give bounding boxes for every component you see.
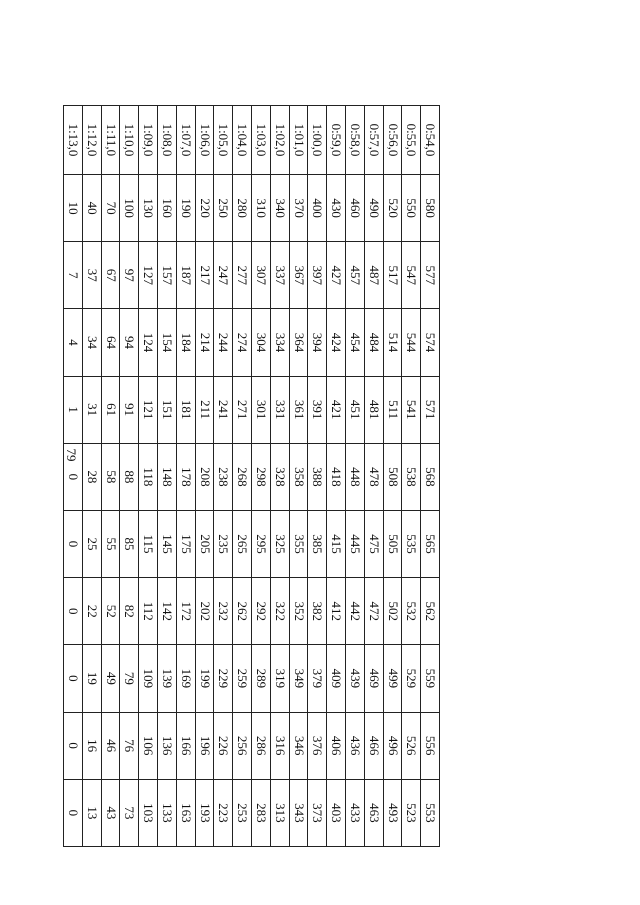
points-cell: 529 [402, 645, 421, 712]
points-cell: 331 [270, 376, 289, 443]
points-cell: 4 [64, 309, 83, 376]
points-cell: 517 [383, 242, 402, 309]
points-cell: 568 [421, 443, 440, 510]
points-cell: 250 [214, 175, 233, 242]
points-cell: 379 [308, 645, 327, 712]
time-cell: 1:09,0 [139, 106, 158, 175]
time-cell: 1:11,0 [101, 106, 120, 175]
time-cell: 1:10,0 [120, 106, 139, 175]
points-cell: 0 [64, 443, 83, 510]
points-cell: 10 [64, 175, 83, 242]
points-cell: 94 [120, 309, 139, 376]
points-cell: 499 [383, 645, 402, 712]
points-cell: 13 [82, 779, 101, 846]
points-cell: 430 [327, 175, 346, 242]
points-cell: 127 [139, 242, 158, 309]
points-cell: 286 [252, 712, 271, 779]
points-cell: 415 [327, 510, 346, 577]
points-cell: 43 [101, 779, 120, 846]
points-cell: 571 [421, 376, 440, 443]
table-row [64, 106, 83, 847]
points-cell: 358 [289, 443, 308, 510]
time-cell: 1:05,0 [214, 106, 233, 175]
points-cell: 181 [176, 376, 195, 443]
time-cell: 1:03,0 [252, 106, 271, 175]
points-cell: 313 [270, 779, 289, 846]
points-cell: 364 [289, 309, 308, 376]
score-table [63, 105, 440, 847]
points-cell: 253 [233, 779, 252, 846]
points-cell: 310 [252, 175, 271, 242]
points-cell: 271 [233, 376, 252, 443]
time-cell: 0:59,0 [327, 106, 346, 175]
points-cell: 34 [82, 309, 101, 376]
points-cell: 442 [346, 578, 365, 645]
points-cell: 445 [346, 510, 365, 577]
points-cell: 343 [289, 779, 308, 846]
points-cell: 346 [289, 712, 308, 779]
points-cell: 454 [346, 309, 365, 376]
points-cell: 538 [402, 443, 421, 510]
time-cell: 1:01,0 [289, 106, 308, 175]
points-cell: 103 [139, 779, 158, 846]
points-cell: 202 [195, 578, 214, 645]
points-cell: 448 [346, 443, 365, 510]
points-cell: 307 [252, 242, 271, 309]
points-cell: 409 [327, 645, 346, 712]
points-cell: 460 [346, 175, 365, 242]
points-cell: 217 [195, 242, 214, 309]
points-cell: 340 [270, 175, 289, 242]
points-cell: 169 [176, 645, 195, 712]
points-cell: 58 [101, 443, 120, 510]
points-cell: 244 [214, 309, 233, 376]
points-cell: 532 [402, 578, 421, 645]
time-cell: 1:02,0 [270, 106, 289, 175]
points-cell: 28 [82, 443, 101, 510]
time-cell: 1:08,0 [158, 106, 177, 175]
points-cell: 577 [421, 242, 440, 309]
table-row [195, 106, 214, 847]
points-cell: 547 [402, 242, 421, 309]
table-row [233, 106, 252, 847]
points-cell: 277 [233, 242, 252, 309]
table-row [346, 106, 365, 847]
points-cell: 406 [327, 712, 346, 779]
table-row [139, 106, 158, 847]
points-cell: 157 [158, 242, 177, 309]
points-cell: 328 [270, 443, 289, 510]
table-row [364, 106, 383, 847]
time-cell: 0:56,0 [383, 106, 402, 175]
points-cell: 241 [214, 376, 233, 443]
time-cell: 1:12,0 [82, 106, 101, 175]
points-cell: 289 [252, 645, 271, 712]
points-cell: 91 [120, 376, 139, 443]
points-cell: 304 [252, 309, 271, 376]
score-table-body [64, 106, 440, 847]
points-cell: 256 [233, 712, 252, 779]
points-cell: 349 [289, 645, 308, 712]
points-cell: 472 [364, 578, 383, 645]
points-cell: 322 [270, 578, 289, 645]
points-cell: 361 [289, 376, 308, 443]
points-cell: 259 [233, 645, 252, 712]
points-cell: 97 [120, 242, 139, 309]
points-cell: 199 [195, 645, 214, 712]
points-cell: 7 [64, 242, 83, 309]
points-cell: 55 [101, 510, 120, 577]
points-cell: 451 [346, 376, 365, 443]
points-cell: 142 [158, 578, 177, 645]
points-cell: 115 [139, 510, 158, 577]
time-cell: 0:58,0 [346, 106, 365, 175]
points-cell: 400 [308, 175, 327, 242]
points-cell: 550 [402, 175, 421, 242]
points-cell: 385 [308, 510, 327, 577]
points-cell: 325 [270, 510, 289, 577]
table-row [327, 106, 346, 847]
table-row [120, 106, 139, 847]
points-cell: 355 [289, 510, 308, 577]
points-cell: 196 [195, 712, 214, 779]
points-cell: 337 [270, 242, 289, 309]
points-cell: 370 [289, 175, 308, 242]
points-cell: 523 [402, 779, 421, 846]
points-cell: 205 [195, 510, 214, 577]
points-cell: 100 [120, 175, 139, 242]
points-cell: 520 [383, 175, 402, 242]
points-cell: 397 [308, 242, 327, 309]
points-cell: 475 [364, 510, 383, 577]
points-cell: 73 [120, 779, 139, 846]
points-cell: 22 [82, 578, 101, 645]
points-cell: 232 [214, 578, 233, 645]
points-cell: 193 [195, 779, 214, 846]
points-cell: 394 [308, 309, 327, 376]
table-row [158, 106, 177, 847]
points-cell: 0 [64, 510, 83, 577]
time-cell: 1:13,0 [64, 106, 83, 175]
points-cell: 235 [214, 510, 233, 577]
points-cell: 373 [308, 779, 327, 846]
points-cell: 40 [82, 175, 101, 242]
points-cell: 457 [346, 242, 365, 309]
points-cell: 514 [383, 309, 402, 376]
table-row [402, 106, 421, 847]
points-cell: 175 [176, 510, 195, 577]
points-cell: 424 [327, 309, 346, 376]
points-cell: 580 [421, 175, 440, 242]
points-cell: 535 [402, 510, 421, 577]
points-cell: 316 [270, 712, 289, 779]
points-cell: 82 [120, 578, 139, 645]
points-cell: 184 [176, 309, 195, 376]
points-cell: 421 [327, 376, 346, 443]
points-cell: 0 [64, 779, 83, 846]
points-cell: 481 [364, 376, 383, 443]
points-cell: 280 [233, 175, 252, 242]
points-cell: 88 [120, 443, 139, 510]
points-cell: 388 [308, 443, 327, 510]
points-cell: 484 [364, 309, 383, 376]
points-cell: 574 [421, 309, 440, 376]
points-cell: 133 [158, 779, 177, 846]
points-cell: 559 [421, 645, 440, 712]
points-cell: 220 [195, 175, 214, 242]
points-cell: 61 [101, 376, 120, 443]
points-cell: 526 [402, 712, 421, 779]
points-cell: 298 [252, 443, 271, 510]
points-cell: 37 [82, 242, 101, 309]
points-cell: 427 [327, 242, 346, 309]
points-cell: 208 [195, 443, 214, 510]
points-cell: 478 [364, 443, 383, 510]
points-cell: 25 [82, 510, 101, 577]
points-cell: 160 [158, 175, 177, 242]
time-cell: 0:54,0 [421, 106, 440, 175]
points-cell: 487 [364, 242, 383, 309]
points-cell: 226 [214, 712, 233, 779]
time-cell: 1:04,0 [233, 106, 252, 175]
points-cell: 274 [233, 309, 252, 376]
points-cell: 382 [308, 578, 327, 645]
points-cell: 124 [139, 309, 158, 376]
points-cell: 130 [139, 175, 158, 242]
points-cell: 64 [101, 309, 120, 376]
points-cell: 139 [158, 645, 177, 712]
time-cell: 1:06,0 [195, 106, 214, 175]
points-cell: 565 [421, 510, 440, 577]
points-cell: 496 [383, 712, 402, 779]
points-cell: 469 [364, 645, 383, 712]
points-cell: 301 [252, 376, 271, 443]
points-cell: 247 [214, 242, 233, 309]
points-cell: 145 [158, 510, 177, 577]
points-cell: 376 [308, 712, 327, 779]
points-cell: 31 [82, 376, 101, 443]
table-row [308, 106, 327, 847]
time-cell: 0:57,0 [364, 106, 383, 175]
points-cell: 136 [158, 712, 177, 779]
points-cell: 1 [64, 376, 83, 443]
points-cell: 163 [176, 779, 195, 846]
points-cell: 76 [120, 712, 139, 779]
table-row [82, 106, 101, 847]
points-cell: 109 [139, 645, 158, 712]
points-cell: 214 [195, 309, 214, 376]
points-cell: 187 [176, 242, 195, 309]
points-cell: 352 [289, 578, 308, 645]
points-cell: 166 [176, 712, 195, 779]
points-cell: 118 [139, 443, 158, 510]
points-cell: 265 [233, 510, 252, 577]
points-cell: 79 [120, 645, 139, 712]
points-cell: 295 [252, 510, 271, 577]
page-number: 79 [64, 448, 79, 462]
points-cell: 418 [327, 443, 346, 510]
points-cell: 85 [120, 510, 139, 577]
points-cell: 334 [270, 309, 289, 376]
table-row [214, 106, 233, 847]
points-cell: 16 [82, 712, 101, 779]
table-row [289, 106, 308, 847]
points-cell: 52 [101, 578, 120, 645]
points-cell: 262 [233, 578, 252, 645]
points-cell: 211 [195, 376, 214, 443]
points-cell: 292 [252, 578, 271, 645]
points-cell: 229 [214, 645, 233, 712]
points-cell: 268 [233, 443, 252, 510]
points-cell: 46 [101, 712, 120, 779]
points-cell: 505 [383, 510, 402, 577]
points-cell: 223 [214, 779, 233, 846]
rotated-table-container [63, 105, 440, 847]
points-cell: 433 [346, 779, 365, 846]
points-cell: 49 [101, 645, 120, 712]
points-cell: 238 [214, 443, 233, 510]
points-cell: 0 [64, 712, 83, 779]
points-cell: 544 [402, 309, 421, 376]
table-row [383, 106, 402, 847]
points-cell: 178 [176, 443, 195, 510]
points-cell: 412 [327, 578, 346, 645]
time-cell: 1:07,0 [176, 106, 195, 175]
time-cell: 1:00,0 [308, 106, 327, 175]
points-cell: 67 [101, 242, 120, 309]
points-cell: 70 [101, 175, 120, 242]
table-row [176, 106, 195, 847]
points-cell: 436 [346, 712, 365, 779]
table-row [252, 106, 271, 847]
points-cell: 553 [421, 779, 440, 846]
points-cell: 283 [252, 779, 271, 846]
points-cell: 490 [364, 175, 383, 242]
points-cell: 391 [308, 376, 327, 443]
points-cell: 463 [364, 779, 383, 846]
points-cell: 439 [346, 645, 365, 712]
points-cell: 319 [270, 645, 289, 712]
points-cell: 541 [402, 376, 421, 443]
table-row [270, 106, 289, 847]
points-cell: 367 [289, 242, 308, 309]
points-cell: 112 [139, 578, 158, 645]
points-cell: 154 [158, 309, 177, 376]
points-cell: 556 [421, 712, 440, 779]
table-row [421, 106, 440, 847]
points-cell: 466 [364, 712, 383, 779]
points-cell: 562 [421, 578, 440, 645]
points-cell: 0 [64, 578, 83, 645]
points-cell: 0 [64, 645, 83, 712]
points-cell: 151 [158, 376, 177, 443]
points-cell: 172 [176, 578, 195, 645]
points-cell: 502 [383, 578, 402, 645]
points-cell: 508 [383, 443, 402, 510]
points-cell: 121 [139, 376, 158, 443]
time-cell: 0:55,0 [402, 106, 421, 175]
points-cell: 106 [139, 712, 158, 779]
points-cell: 148 [158, 443, 177, 510]
table-row [101, 106, 120, 847]
points-cell: 403 [327, 779, 346, 846]
points-cell: 511 [383, 376, 402, 443]
points-cell: 190 [176, 175, 195, 242]
points-cell: 493 [383, 779, 402, 846]
points-cell: 19 [82, 645, 101, 712]
